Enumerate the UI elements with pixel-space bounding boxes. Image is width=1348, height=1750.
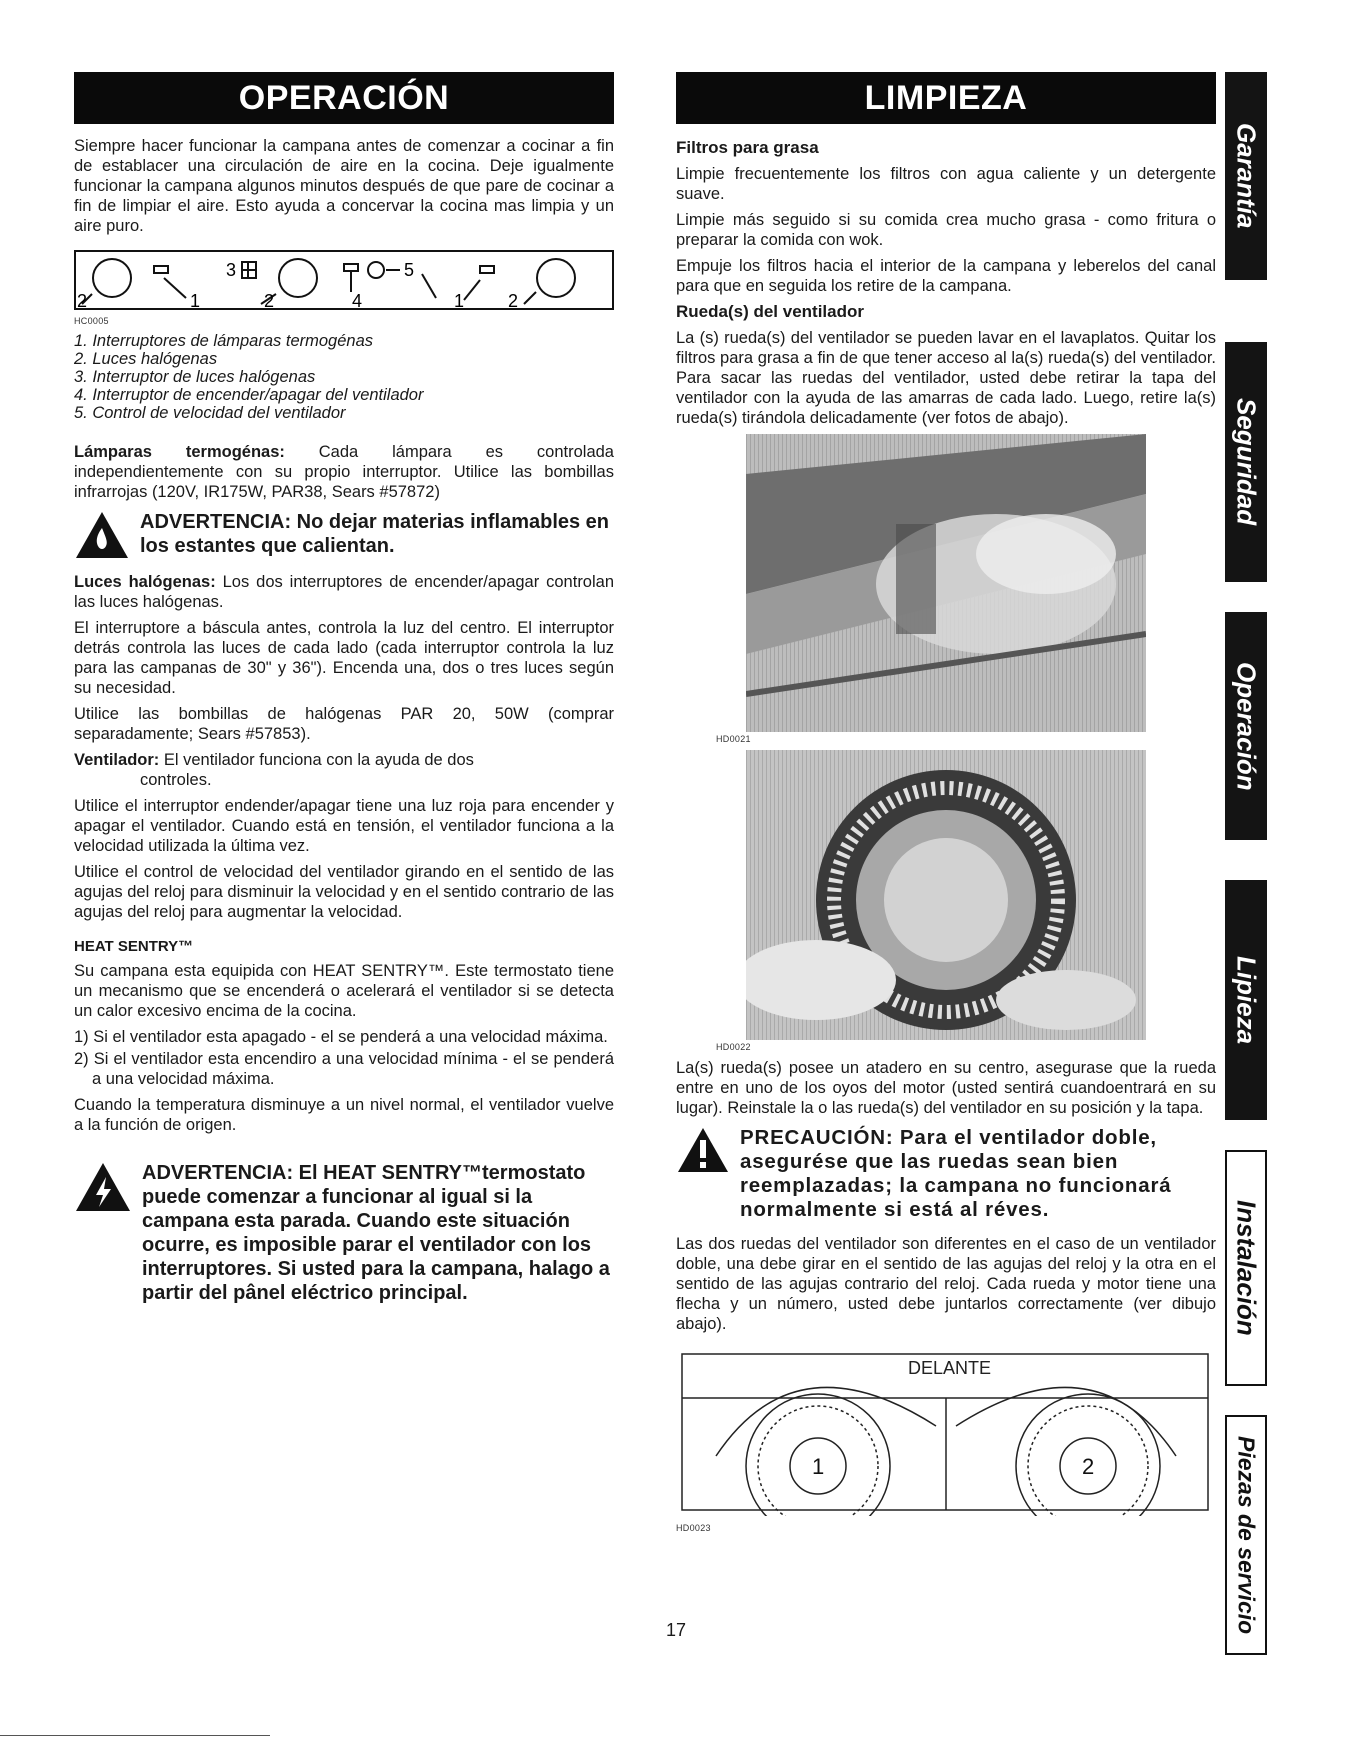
fan-wheel-photo bbox=[746, 750, 1146, 1040]
caution-text: PRECAUCIÓN: Para el ventilador doble, asegurése que las ruedas sean bien reemplazadas; la campana no funcionará normalmente si está al réves. bbox=[740, 1126, 1172, 1221]
list-item: 1) Si el ventilador esta apagado - el se penderá a una velocidad máxima. bbox=[74, 1028, 608, 1046]
photo-code: HD0022 bbox=[716, 1042, 751, 1052]
tab-instalacion[interactable] bbox=[1225, 1150, 1267, 1386]
warning-fire-icon bbox=[74, 510, 130, 560]
heat-paragraph: Su campana esta equipida con HEAT SENTRY™. Este termostato tiene un mecanismo que se encenderá o acelerará el ventilador si se detecta un calor excesivo encima de la cocina. bbox=[74, 962, 614, 1020]
wheel-number-label: 2 bbox=[1082, 1454, 1095, 1479]
footer-divider bbox=[0, 1735, 270, 1736]
list-item: 2. Luces halógenas bbox=[74, 350, 218, 368]
warning-flammable bbox=[74, 510, 614, 560]
lamp-text: Cada lámpara es controlada independientemente con su propio interruptor. Utilice las bombillas infrarrojas (120V, IR175W, PAR38, Sears #57872) bbox=[74, 443, 614, 501]
halogen-paragraph-3: Utilice las bombillas de halógenas PAR 20, 50W (comprar separadamente; Sears #57853). bbox=[74, 705, 614, 743]
wheels-paragraph-2: La(s) rueda(s) posee un atadero en su centro, asegurase que la rueda entre en uno de los oyos del motor (usted sentirá cuandoentrará en su lugar). Reinstale la o las rueda(s) del ventilador en su posición y la tapa. bbox=[676, 1059, 1216, 1117]
fan-text: El ventilador funciona con la ayuda de dos bbox=[163, 751, 474, 769]
controls-list bbox=[74, 332, 614, 422]
filters-paragraph: Limpie frecuentemente los filtros con agua caliente y un detergente suave. bbox=[676, 165, 1216, 203]
fan-paragraph-2: Utilice el interruptor endender/apagar tiene una luz roja para encender y apagar el ventilador. Cuando está en tensión, el ventilador funciona a la velocidad utilizada la última vez. bbox=[74, 797, 614, 855]
tab-seguridad[interactable] bbox=[1225, 342, 1267, 582]
diagram-label: 2 bbox=[264, 291, 275, 308]
diagram-code: HD0023 bbox=[676, 1523, 711, 1533]
halogen-text: Los dos interruptores de encender/apagar controlan las luces halógenas. bbox=[74, 573, 615, 611]
fan-paragraph-3: Utilice el control de velocidad del ventilador girando en el sentido de las agujas del reloj para disminuir la velocidad y en el sentido contrario de las agujas del reloj para augmentar la velocidad. bbox=[74, 863, 614, 921]
tab-limpieza[interactable] bbox=[1225, 880, 1267, 1120]
diagram-label: 5 bbox=[404, 260, 415, 280]
lamp-paragraph bbox=[74, 442, 614, 502]
diagram-label: 2 bbox=[508, 291, 519, 308]
tab-label: Piezas de servicio bbox=[1233, 1435, 1260, 1635]
warning-text: ADVERTENCIA: No dejar materias inflamables en los estantes que calientan. bbox=[140, 511, 610, 557]
wheel-orientation-diagram bbox=[676, 1346, 1212, 1516]
front-label: DELANTE bbox=[908, 1358, 992, 1378]
fan-paragraph bbox=[74, 750, 614, 770]
filters-paragraph-2: Limpie más seguido si su comida crea mucho grasa - como fritura o preparar la comida con wok. bbox=[676, 211, 1216, 249]
warning-electric-icon bbox=[74, 1161, 132, 1213]
filters-title: Filtros para grasa bbox=[676, 138, 819, 157]
tab-garantia[interactable] bbox=[1225, 72, 1267, 280]
control-panel-diagram bbox=[74, 250, 614, 310]
tab-label: Instalación bbox=[1231, 1200, 1262, 1336]
halogen-paragraph-2: El interruptore a báscula antes, controla la luz del centro. El interruptor detrás controla las luces de cada lado (cada interruptor controla la luz para las campanas de 30" y 36"). Encenda una, dos o tres luces según su necesidad. bbox=[74, 619, 614, 697]
tab-label: Seguridad bbox=[1231, 398, 1262, 526]
cleaning-column bbox=[676, 72, 1216, 1539]
cleaning-banner: LIMPIEZA bbox=[676, 72, 1216, 124]
photo-code: HD0021 bbox=[716, 734, 751, 744]
diagram-label: 2 bbox=[77, 291, 88, 308]
tab-label: Lipieza bbox=[1231, 955, 1262, 1045]
operation-banner: OPERACIÓN bbox=[74, 72, 614, 124]
caution-icon bbox=[676, 1126, 730, 1174]
diagram-label: 4 bbox=[352, 291, 363, 308]
page-number: 17 bbox=[666, 1620, 687, 1640]
tab-label: Garantía bbox=[1231, 123, 1262, 229]
list-item: 4. Interruptor de encender/apagar del ventilador bbox=[74, 386, 424, 404]
diagram-label: 3 bbox=[226, 260, 237, 280]
warning-heat-sentry bbox=[74, 1161, 614, 1305]
halogen-paragraph bbox=[74, 572, 614, 612]
operation-intro: Siempre hacer funcionar la campana antes de comenzar a cocinar a fin de establacer una circulación de aire en la cocina. Deje igualmente funcionar la campana algunos minutos después de que pare de cocinar a fin de limpiar el aire. Esto ayuda a concervar la cocina mas limpia y un aire puro. bbox=[74, 137, 614, 235]
warning-text: ADVERTENCIA: El HEAT SENTRY™termostato puede comenzar a funcionar al igual si la campana esta parada. Cuando este situación ocurre, es imposible parar el ventilador con los interruptores. Si usted para la campana, halago a partir del pânel eléctrico principal. bbox=[142, 1162, 610, 1304]
heat-paragraph-2: Cuando la temperatura disminuye a un nivel normal, el ventilador vuelve a la función de origen. bbox=[74, 1096, 614, 1134]
list-item: 3. Interruptor de luces halógenas bbox=[74, 368, 316, 386]
diagram-label: 1 bbox=[454, 291, 465, 308]
list-item: 5. Control de velocidad del ventilador bbox=[74, 404, 346, 422]
control-panel-graphic bbox=[76, 252, 612, 308]
list-item: 2) Si el ventilador esta encendiro a una velocidad mínima - el se penderá a una velocidad máxima. bbox=[74, 1050, 614, 1088]
operation-column bbox=[74, 72, 614, 1317]
filters-paragraph-3: Empuje los filtros hacia el interior de la campana y leberelos del canal para que en seguida los retire de la campana. bbox=[676, 257, 1216, 295]
diagram-code: HC0005 bbox=[74, 316, 109, 326]
tab-piezas-de-servicio[interactable] bbox=[1225, 1415, 1267, 1655]
halogen-title: Luces halógenas: bbox=[74, 573, 216, 591]
tab-label: Operación bbox=[1231, 661, 1262, 791]
diagram-label: 1 bbox=[190, 291, 201, 308]
caution-double-fan bbox=[676, 1126, 1216, 1222]
tab-operacion[interactable] bbox=[1225, 612, 1267, 840]
fan-text-continued: controles. bbox=[140, 771, 212, 789]
wheels-paragraph: La (s) rueda(s) del ventilador se pueden lavar en el lavaplatos. Quitar los filtros para grasa a fin de que tener acceso al la(s) rueda(s) del ventilador. Para sacar las ruedas del ventilador, usted debe retirar la tapa del ventilador con la ayuda de las amarras de cada lado. Luego, retire la(s) rueda(s) tirándola delicadamente (ver fotos de abajo). bbox=[676, 329, 1216, 427]
list-item: 1. Interruptores de lámparas termogénas bbox=[74, 332, 373, 350]
wheels-paragraph-3: Las dos ruedas del ventilador son diferentes en el caso de un ventilador doble, una debe girar en el sentido de las agujas del reloj y la otra en el sentido de las agujas contrario del reloj. Cada rueda y motor tiene una flecha y un número, usted debe juntarlos correctamente (ver dibujo abajo). bbox=[676, 1235, 1216, 1333]
heat-sentry-title: HEAT SENTRY™ bbox=[74, 938, 194, 955]
fan-title: Ventilador: bbox=[74, 751, 160, 769]
fan-cover-photo bbox=[746, 434, 1146, 732]
lamp-title: Lámparas termogénas: bbox=[74, 443, 285, 461]
wheels-title: Rueda(s) del ventilador bbox=[676, 302, 864, 321]
wheel-number-label: 1 bbox=[812, 1454, 825, 1479]
